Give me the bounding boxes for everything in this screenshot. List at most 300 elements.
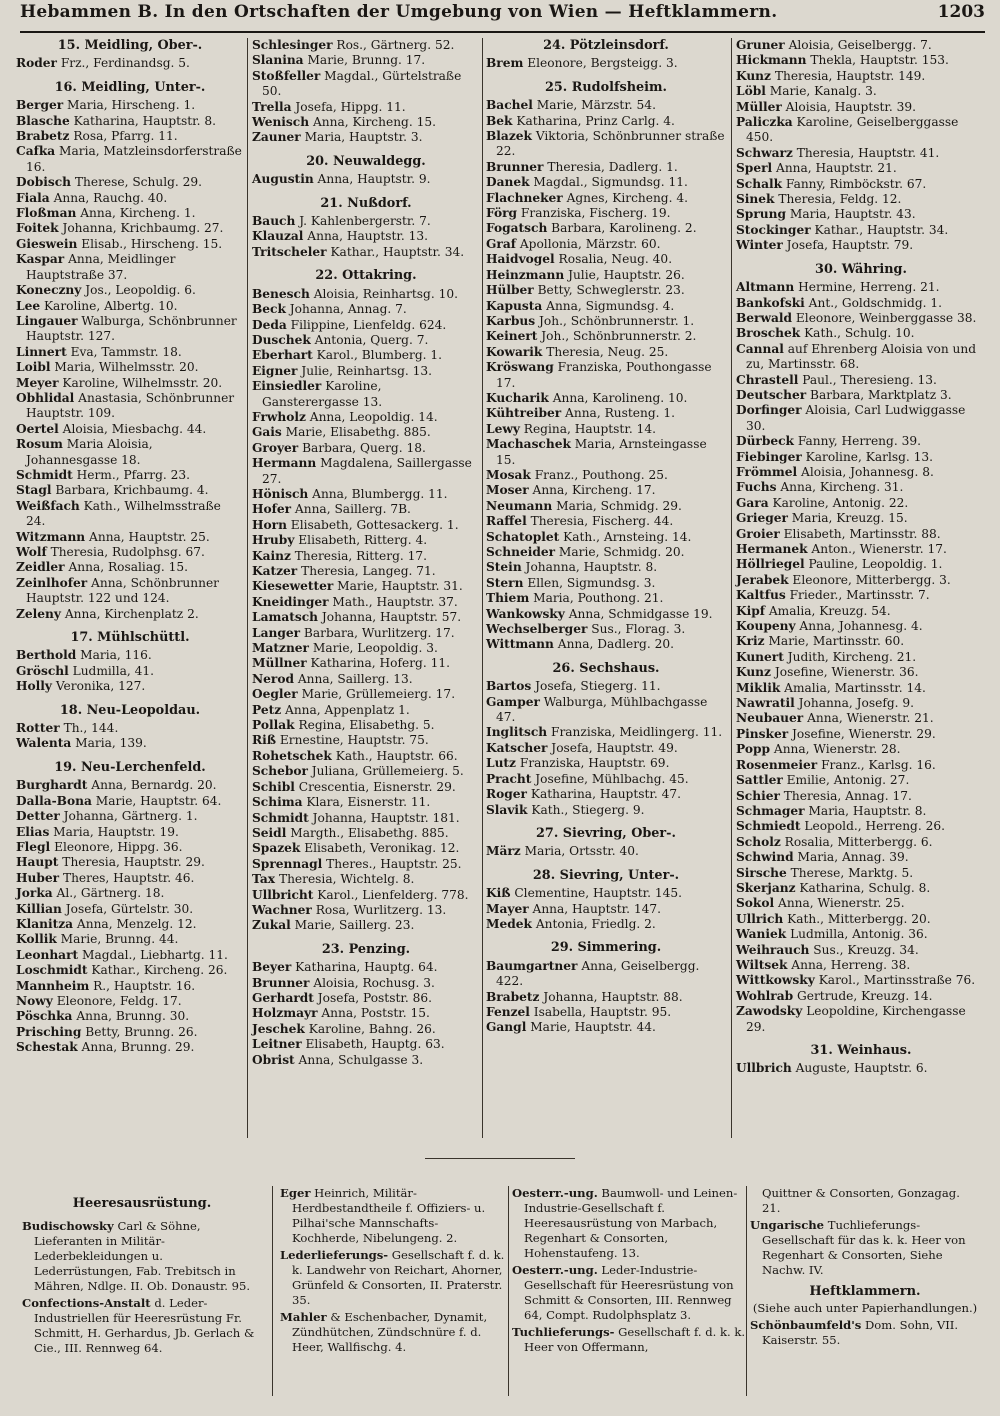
entry-name: Klauzal: [252, 229, 304, 244]
listing-entry: [736, 388, 986, 403]
listing-entry: [280, 1248, 505, 1308]
entry-name: Ullbrich: [736, 1061, 792, 1076]
entry-name: Berger: [16, 98, 64, 113]
entry-name: Kunert: [736, 649, 784, 664]
entry-name: Wankowsky: [486, 606, 565, 621]
entry-text: Maria, Hirscheng. 1.: [63, 98, 196, 113]
entry-text: Theres., Hauptstr. 25.: [322, 856, 462, 871]
entry-text: Therese, Schulg. 29.: [71, 175, 203, 190]
entry-name: Gröschl: [16, 663, 69, 678]
entry-text: Johanna, Gärtnerg. 1.: [59, 809, 198, 824]
entry-text: Kathar., Kircheng. 26.: [87, 963, 228, 978]
entry-name: Kollik: [16, 932, 57, 947]
entry-text: Johanna, Hauptstr. 8.: [521, 560, 658, 575]
page-header: [20, 2, 985, 28]
entry-name: Cannal: [736, 341, 784, 356]
listing-entry: [16, 144, 244, 175]
entry-name: Medek: [486, 916, 532, 931]
listing-entry: [252, 718, 480, 733]
entry-text: Walburga, Mühlbachgasse 47.: [496, 694, 708, 725]
listing-entry: [252, 841, 480, 856]
entry-text: Marie, Hauptstr. 64.: [91, 793, 222, 808]
entry-name: Bartos: [486, 679, 532, 694]
entry-name: Slanina: [252, 53, 304, 68]
entry-text: Juliana, Grüllemeierg. 5.: [307, 764, 464, 779]
listing-entry: [252, 425, 480, 440]
entry-text: Kath., Schulg. 10.: [800, 326, 915, 341]
entry-name: Augustin: [252, 172, 314, 187]
entry-name: Meyer: [16, 375, 59, 390]
entry-name: Witzmann: [16, 529, 86, 544]
entry-text: Anna, Sigmundsg. 4.: [542, 298, 675, 313]
entry-name: Haupt: [16, 855, 59, 870]
entry-name: Tax: [252, 872, 276, 887]
entry-text: Franziska, Pouthongasse 17.: [496, 360, 712, 390]
entry-text: Jos., Leopoldig. 6.: [81, 283, 196, 298]
entry-name: Neubauer: [736, 711, 804, 726]
entry-name: Mayer: [486, 901, 529, 916]
entry-text: Anna, Blumbergg. 11.: [308, 486, 448, 501]
entry-text: Anna, Dadlerg. 20.: [553, 637, 674, 652]
entry-text: Ros., Gärtnerg. 52.: [332, 38, 455, 52]
entry-text: Maria Aloisia, Johannesgasse 18.: [26, 437, 153, 467]
listing-entry: [22, 1219, 262, 1294]
entry-name: Sprung: [736, 207, 786, 222]
column-2: [252, 38, 480, 1068]
listing-entry: [252, 857, 480, 872]
entry-name: Kriz: [736, 634, 765, 649]
entry-text: Ludmilla, Antonig. 36.: [786, 927, 928, 942]
entry-name: Sirsche: [736, 865, 787, 880]
entry-name: Gangl: [486, 1020, 527, 1035]
entry-name: Walenta: [16, 736, 72, 751]
entry-name: Löbl: [736, 84, 766, 99]
listing-entry: [252, 595, 480, 610]
entry-text: Heinrich, Militär-Herdbestandtheile f. Offiziers- u. Pilhai'sche Mannschafts-Kochherde, Nibelungeng. 2.: [292, 1186, 486, 1245]
entry-text: Theresia, Ritterg. 17.: [290, 548, 428, 563]
entry-text: Josefa, Gürtelstr. 30.: [61, 901, 194, 916]
section-heading: 22. Ottakring.: [315, 268, 417, 284]
listing-entry: [252, 115, 480, 130]
listing-entry: [16, 825, 244, 840]
entry-name: Obrist: [252, 1052, 295, 1067]
listing-entry: [16, 679, 244, 694]
entry-text: Betty, Brunng. 26.: [81, 1024, 198, 1039]
listing-entry: [736, 896, 986, 911]
entry-name: Scholz: [736, 834, 781, 849]
entry-name: Seidl: [252, 825, 287, 840]
entry-text: Antonia, Friedlg. 2.: [531, 916, 656, 931]
entry-name: Fuchs: [736, 480, 777, 495]
entry-text: Barbara, Querg. 18.: [298, 440, 426, 455]
listing-entry: [16, 855, 244, 870]
entry-name: Nerod: [252, 671, 294, 686]
entry-text: & Eschenbacher, Dynamit, Zündhütchen, Zündschnüre f. d. Heer, Wallfischg. 4.: [292, 1310, 488, 1354]
entry-name: Gamper: [486, 694, 540, 709]
section-heading: 29. Simmering.: [550, 940, 662, 956]
listing-entry: [512, 1325, 748, 1355]
bottom-col1-list: [22, 1219, 262, 1356]
listing-entry: [16, 237, 244, 252]
entry-name: Dobisch: [16, 175, 71, 190]
entry-name: Leonhart: [16, 947, 79, 962]
listing-entry: [486, 917, 726, 932]
entry-name: Sinek: [736, 192, 775, 207]
listing-entry: [16, 871, 244, 886]
entry-text: Anna, Menzelg. 12.: [73, 916, 197, 931]
entry-name: Wittmann: [486, 637, 554, 652]
section-heading: 30. Währing.: [815, 261, 907, 277]
section-heading: Heftklammern.: [809, 1284, 921, 1299]
listing-entry: [252, 656, 480, 671]
entry-text: Rosalia, Mitterbergg. 6.: [780, 834, 933, 849]
listing-entry: [736, 280, 986, 295]
listing-entry: [736, 1004, 986, 1035]
entry-text: Josefa, Stiegerg. 11.: [531, 679, 661, 694]
entry-text: Theresia, Langeg. 71.: [297, 564, 436, 578]
entry-name: Blazek: [486, 129, 532, 144]
listing-entry: [16, 545, 244, 560]
entry-name: Schmidt: [252, 810, 309, 825]
entry-name: Langer: [252, 625, 301, 640]
entry-name: Bek: [486, 113, 513, 128]
listing-entry: [736, 542, 986, 557]
listing-entry: [252, 1053, 480, 1068]
listing-entry: [750, 1318, 980, 1348]
listing-entry: [16, 98, 244, 113]
entry-name: Ullbricht: [252, 887, 314, 902]
listing-entry: [736, 326, 986, 341]
listing-entry: [252, 872, 480, 887]
listing-entry: [252, 130, 480, 145]
entry-text: Sus., Florag. 3.: [587, 622, 686, 637]
entry-name: Kaltfus: [736, 588, 786, 603]
entry-name: Lingauer: [16, 313, 78, 328]
entry-text: Maria, Hauptstr. 8.: [804, 803, 927, 818]
entry-text: Anna, Saillerg. 13.: [293, 671, 413, 686]
listing-entry: [16, 648, 244, 663]
listing-entry: [16, 664, 244, 679]
listing-entry: [252, 245, 480, 260]
entry-text: Maria, Ortsstr. 40.: [520, 844, 639, 859]
entry-text: Gesellschaft f. d. k. k. Heer von Offermann,: [524, 1325, 746, 1354]
entry-name: Lederlieferungs-: [280, 1248, 389, 1262]
entry-text: Elisabeth, Ritterg. 4.: [294, 533, 428, 548]
entry-name: Sokol: [736, 896, 775, 911]
listing-entry: [16, 221, 244, 236]
listing-entry: [252, 826, 480, 841]
entry-name: Stockinger: [736, 222, 811, 237]
entry-name: Stein: [486, 560, 522, 575]
entry-name: Dürbeck: [736, 434, 794, 449]
entry-name: Holzmayr: [252, 1006, 318, 1021]
entry-name: Altmann: [736, 280, 795, 295]
entry-text: Marie, Leopoldig. 3.: [308, 641, 438, 656]
listing-entry: [486, 607, 726, 622]
entry-text: Kathar., Hauptstr. 34.: [326, 244, 465, 259]
entry-text: Maria, Matzleinsdorferstraße 16.: [26, 144, 242, 174]
listing-entry: [512, 1186, 748, 1261]
entry-text: Anna, Kircheng. 17.: [528, 483, 656, 498]
listing-entry: [486, 391, 726, 406]
entry-text: Anna, Rosaliag. 15.: [64, 560, 189, 575]
entry-text: Anna, Bernardg. 20.: [87, 778, 217, 793]
entry-text: Maria, 139.: [71, 736, 147, 751]
entry-text: Marie, Hauptstr. 44.: [526, 1020, 656, 1035]
listing-entry: [16, 902, 244, 917]
entry-name: Hickmann: [736, 53, 807, 68]
listing-entry: [252, 1037, 480, 1052]
entry-name: Schestak: [16, 1040, 78, 1055]
entry-text: Kath., Mitterbergg. 20.: [783, 911, 931, 926]
listing-entry: [486, 237, 726, 252]
entry-name: Schima: [252, 795, 303, 810]
entry-text: Karoline, Karlsg. 13.: [801, 449, 934, 464]
entry-name: Förg: [486, 206, 518, 221]
listing-entry: [486, 545, 726, 560]
entry-name: Kneidinger: [252, 594, 329, 609]
entry-text: Marie, Brunng. 17.: [303, 53, 426, 68]
entry-name: Nowy: [16, 993, 53, 1008]
listing-entry: [16, 1009, 244, 1024]
listing-entry: [736, 161, 986, 176]
listing-entry: [486, 221, 726, 236]
listing-entry: [736, 696, 986, 711]
entry-text: Eleonore, Weinberggasse 38.: [792, 310, 977, 325]
entry-text: Karoline, Albertg. 10.: [40, 298, 178, 313]
listing-entry: [16, 979, 244, 994]
entry-name: Pracht: [486, 771, 532, 786]
entry-text: Amalia, Martinsstr. 14.: [780, 680, 926, 695]
entry-name: Wechselberger: [486, 622, 588, 637]
entry-name: Tritscheler: [252, 244, 327, 259]
entry-text: Marie, Märzstr. 54.: [532, 98, 656, 113]
listing-entry: [512, 1263, 748, 1323]
entry-name: Mannheim: [16, 978, 90, 993]
listing-entry: [736, 804, 986, 819]
listing-entry: [16, 736, 244, 751]
entry-text: Eva, Tammstr. 18.: [66, 344, 182, 359]
entry-text: Baumwoll- und Leinen-Industrie-Gesellschaft f. Heeresausrüstung von Marbach, Regenhart & Consorten, Hohenstaufeng. 13.: [524, 1186, 738, 1260]
entry-text: Therese, Marktg. 5.: [786, 865, 914, 880]
entry-name: Gruner: [736, 38, 785, 52]
listing-entry: [736, 1061, 986, 1076]
entry-name: Loibl: [16, 360, 51, 375]
entry-name: Inglitsch: [486, 725, 548, 740]
listing-entry: [486, 959, 726, 990]
entry-name: Rosenmeier: [736, 757, 818, 772]
listing-entry: [16, 283, 244, 298]
listing-entry: [252, 214, 480, 229]
entry-name: Zeleny: [16, 606, 61, 621]
entry-text: Karoline, Wilhelmsstr. 20.: [58, 375, 223, 390]
entry-name: Pinsker: [736, 726, 789, 741]
entry-text: Marie, Brunng. 44.: [56, 932, 179, 947]
listing-entry: [16, 948, 244, 963]
entry-text: Carl & Söhne, Lieferanten in Militär-Lederbekleidungen u. Lederrüstungen, Fab. Trebitsch in Mähren, Ndlge. II. Ob. Donaustr. 95.: [34, 1219, 251, 1293]
listing-entry: [750, 1218, 980, 1278]
entry-name: Kapusta: [486, 298, 543, 313]
entry-name: Gais: [252, 425, 282, 440]
entry-text: Anna, Hauptstr. 13.: [303, 229, 429, 244]
entry-text: Rosa, Wurlitzerg. 13.: [311, 902, 447, 917]
entry-name: Lewy: [486, 421, 520, 436]
listing-entry: [252, 903, 480, 918]
entry-name: Roder: [16, 56, 57, 71]
entry-text: Magdalena, Saillergasse 27.: [262, 456, 472, 486]
entry-name: Brabetz: [486, 989, 540, 1004]
entry-text: Leopoldine, Kirchengasse 29.: [746, 1004, 966, 1034]
entry-text: Theresia, Dadlerg. 1.: [543, 159, 678, 174]
listing-entry: [16, 314, 244, 345]
listing-entry: [486, 637, 726, 652]
entry-name: Prisching: [16, 1024, 82, 1039]
entry-name: Chrastell: [736, 372, 799, 387]
listing-entry: [252, 780, 480, 795]
listing-entry: [486, 56, 726, 71]
entry-text: Theres, Hauptstr. 46.: [59, 870, 195, 885]
entry-name: Bachel: [486, 98, 533, 113]
entry-text: Eleonore, Bergsteigg. 3.: [523, 56, 678, 71]
entry-name: Kowarik: [486, 344, 543, 359]
entry-text: Kathar., Hauptstr. 34.: [810, 222, 949, 237]
listing-entry: [486, 283, 726, 298]
entry-name: Mahler: [280, 1310, 327, 1324]
entry-name: Miklik: [736, 680, 781, 695]
listing-entry: [16, 191, 244, 206]
listing-entry: [252, 487, 480, 502]
column-3: [486, 38, 726, 1036]
listing-entry: [16, 391, 244, 422]
listing-entry: [486, 990, 726, 1005]
entry-text: Marie, Kanalg. 3.: [765, 84, 877, 99]
listing-entry: [16, 530, 244, 545]
entry-name: Koupeny: [736, 619, 796, 634]
listing-entry: [736, 819, 986, 834]
entry-name: Nawratil: [736, 696, 795, 711]
listing-entry: [252, 229, 480, 244]
entry-name: Sperl: [736, 161, 773, 176]
entry-text: Aloisia, Johannesg. 8.: [797, 464, 934, 479]
entry-text: Anastasia, Schönbrunner Hauptstr. 109.: [26, 390, 235, 421]
entry-text: Isabella, Hauptstr. 95.: [529, 1004, 672, 1019]
entry-name: Schwind: [736, 850, 794, 865]
entry-text: Katharina, Hauptg. 64.: [291, 960, 438, 975]
entry-text: Anna, Brunng. 30.: [72, 1009, 190, 1024]
entry-name: Wachner: [252, 902, 312, 917]
entry-name: Beck: [252, 302, 286, 317]
listing-entry: [16, 437, 244, 468]
listing-entry: [486, 299, 726, 314]
entry-name: Confections-Anstalt: [22, 1296, 151, 1310]
section-heading: 17. Mühlschüttl.: [70, 630, 190, 646]
column-divider: [272, 1186, 273, 1396]
entry-text: Anna, Poststr. 15.: [317, 1006, 430, 1021]
entry-text: Maria, Arnsteingasse 15.: [496, 437, 707, 467]
listing-entry: [252, 811, 480, 826]
section-heading: 27. Sievring, Ober-.: [536, 825, 676, 841]
entry-text: Katharina, Hauptstr. 8.: [69, 113, 217, 128]
entry-text: Theresia, Feldg. 12.: [774, 192, 902, 207]
entry-name: Gara: [736, 495, 769, 510]
entry-text: Franziska, Fischerg. 19.: [517, 206, 671, 221]
listing-entry: [736, 557, 986, 572]
listing-entry: [486, 1020, 726, 1035]
entry-text: Clementine, Hauptstr. 145.: [510, 886, 682, 901]
entry-text: Anna, Saillerg. 7B.: [291, 502, 411, 517]
entry-text: Gertrude, Kreuzg. 14.: [793, 988, 933, 1003]
entry-text: Barbara, Krichbaumg. 4.: [51, 483, 209, 498]
entry-name: Dalla-Bona: [16, 793, 92, 808]
entry-text: Anton., Wienerstr. 17.: [807, 542, 947, 556]
entry-name: Frömmel: [736, 464, 798, 479]
entry-name: Hruby: [252, 533, 295, 548]
listing-entry: [486, 530, 726, 545]
listing-entry: [486, 622, 726, 637]
entry-name: Trella: [252, 99, 292, 114]
section-heading: 25. Rudolfsheim.: [544, 79, 667, 95]
entry-text: Franz., Pouthong. 25.: [530, 467, 668, 482]
listing-entry: [16, 129, 244, 144]
entry-text: Anna, Schulgasse 3.: [294, 1052, 424, 1067]
listing-entry: [486, 576, 726, 591]
entry-name: Zauner: [252, 130, 301, 145]
section-heading: Heeresausrüstung.: [72, 1196, 212, 1211]
listing-entry: [486, 483, 726, 498]
listing-entry: [486, 437, 726, 468]
listing-entry: [252, 456, 480, 487]
entry-text: Anna, Wienerstr. 28.: [770, 742, 901, 757]
entry-text: Elisabeth, Hauptg. 63.: [301, 1037, 445, 1052]
entry-name: Gerhardt: [252, 990, 314, 1005]
entry-text: Aloisia, Miesbachg. 44.: [58, 421, 207, 436]
entry-name: Detter: [16, 809, 60, 824]
listing-entry: [736, 177, 986, 192]
listing-entry: [736, 100, 986, 115]
listing-entry: [736, 727, 986, 742]
entry-text: Anna, Kircheng. 1.: [76, 206, 196, 221]
entry-text: Filippine, Lienfeldg. 624.: [286, 317, 447, 332]
listing-entry: [736, 758, 986, 773]
entry-name: Roger: [486, 787, 527, 802]
entry-text: Eleonore, Feldg. 17.: [52, 993, 182, 1008]
entry-text: Karol., Blumberg. 1.: [312, 348, 443, 363]
entry-text: Veronika, 127.: [52, 679, 146, 694]
listing-entry: [486, 886, 726, 901]
listing-entry: [736, 311, 986, 326]
entry-name: Müller: [736, 99, 782, 114]
entry-name: Duschek: [252, 332, 311, 347]
entry-text: Anna, Hauptstr. 9.: [313, 172, 431, 187]
listing-entry: [736, 973, 986, 988]
listing-entry: [16, 468, 244, 483]
entry-name: Stern: [486, 575, 524, 590]
listing-entry: [16, 560, 244, 575]
entry-text: Theresia, Rudolphsg. 67.: [46, 545, 205, 559]
entry-name: Höllriegel: [736, 557, 805, 572]
entry-text: Anna, Rauchg. 40.: [49, 190, 168, 205]
listing-entry: [486, 803, 726, 818]
listing-entry: [736, 115, 986, 146]
entry-name: Foitek: [16, 221, 59, 236]
entry-text: Maria, Hauptstr. 3.: [300, 130, 423, 145]
listing-entry: [736, 53, 986, 68]
entry-name: Kiesewetter: [252, 579, 334, 594]
entry-text: Leopold., Herreng. 26.: [800, 819, 945, 834]
listing-entry: [486, 422, 726, 437]
entry-name: Schmidt: [16, 467, 73, 482]
listing-entry: [736, 665, 986, 680]
